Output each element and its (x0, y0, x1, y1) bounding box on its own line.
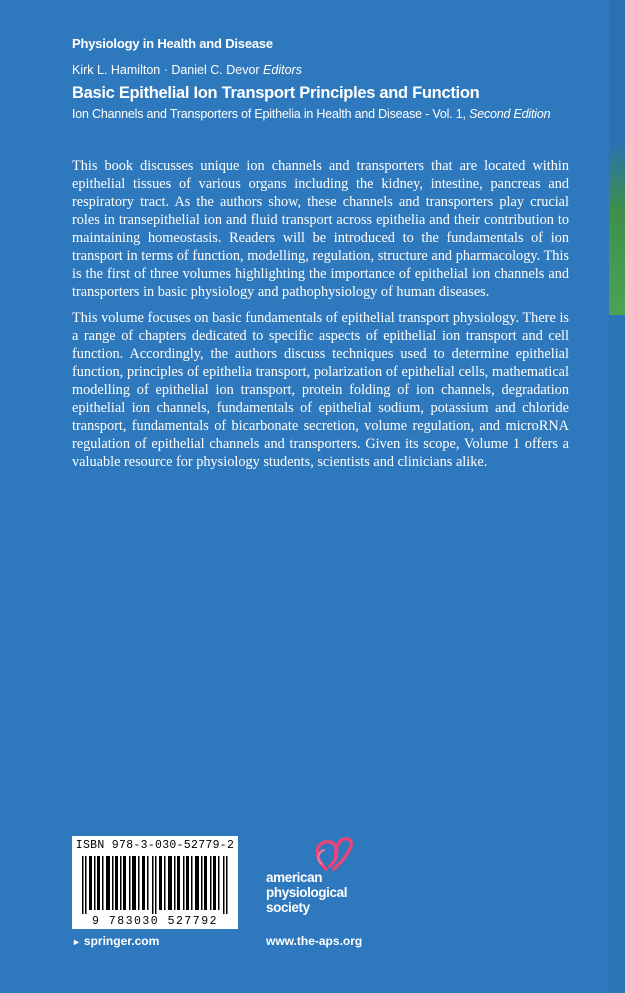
blurb (72, 157, 569, 479)
book-subtitle (72, 107, 550, 121)
subtitle-edition: Second Edition (469, 107, 551, 121)
aps-line-1: american (266, 870, 323, 885)
blurb-paragraph-1: This book discusses unique ion channels and transporters that are located within epithelial tissues of various organs including the kidney, intestine, pancreas and respiratory tract. As the authors show, these channels and transporters play crucial roles in transepithelial ion and fluid transport across epithelia and their contribution to maintaining homeostasis. Readers will be introduced to the fundamentals of ion transport in terms of function, modelling, regulation, structure and pharmacology. This is the first of three volumes highlighting the importance of epithelial ion channels and transporters in basic physiology and pathophysiology of human diseases. (72, 158, 569, 300)
book-title: Basic Epithelial Ion Transport Principles and Function (72, 84, 480, 102)
subtitle-main: Ion Channels and Transporters of Epithelia in Health and Disease - Vol. 1, (72, 107, 466, 121)
springer-link[interactable] (72, 934, 159, 948)
editors-role: Editors (263, 63, 302, 77)
isbn-barcode (72, 836, 238, 929)
arrow-icon: ► (72, 937, 81, 947)
springer-url: springer.com (83, 934, 160, 948)
series-title: Physiology in Health and Disease (72, 36, 273, 51)
blurb-paragraph-2: This volume focuses on basic fundamentals of epithelial transport physiology. There is a range of chapters dedicated to specific aspects of epithelial ion transport and cell function. Accordingly, the authors discuss techniques used to determine epithelial function, principles of epithelia transport, polarization of epithelial cells, mathematical modelling of epithelial ion transport, protein folding of ion channels, degradation epithelial ion channels, fundamentals of epithelial sodium, potassium and chloride transport, fundamentals of bicarbonate secretion, volume regulation, and microRNA regulation of epithelial channels and transporters. Given its scope, Volume 1 offers a valuable resource for physiology students, scientists and clinicians alike. (72, 310, 569, 470)
aps-wordmark (266, 870, 347, 915)
editors-line (72, 63, 302, 77)
aps-line-2: physiological (266, 885, 348, 900)
barcode-digits: 9 783030 527792 (91, 915, 219, 928)
spine-accent-stripe (609, 140, 625, 315)
editor-names: Kirk L. Hamilton · Daniel C. Devor (72, 63, 260, 77)
aps-url-link[interactable]: www.the-aps.org (266, 934, 363, 948)
isbn-number: ISBN 978-3-030-52779-2 (75, 839, 235, 852)
spine-edge-lower (609, 315, 625, 993)
barcode-bars-icon (82, 856, 228, 914)
aps-line-3: society (266, 900, 310, 915)
aps-logo-icon (264, 836, 364, 872)
